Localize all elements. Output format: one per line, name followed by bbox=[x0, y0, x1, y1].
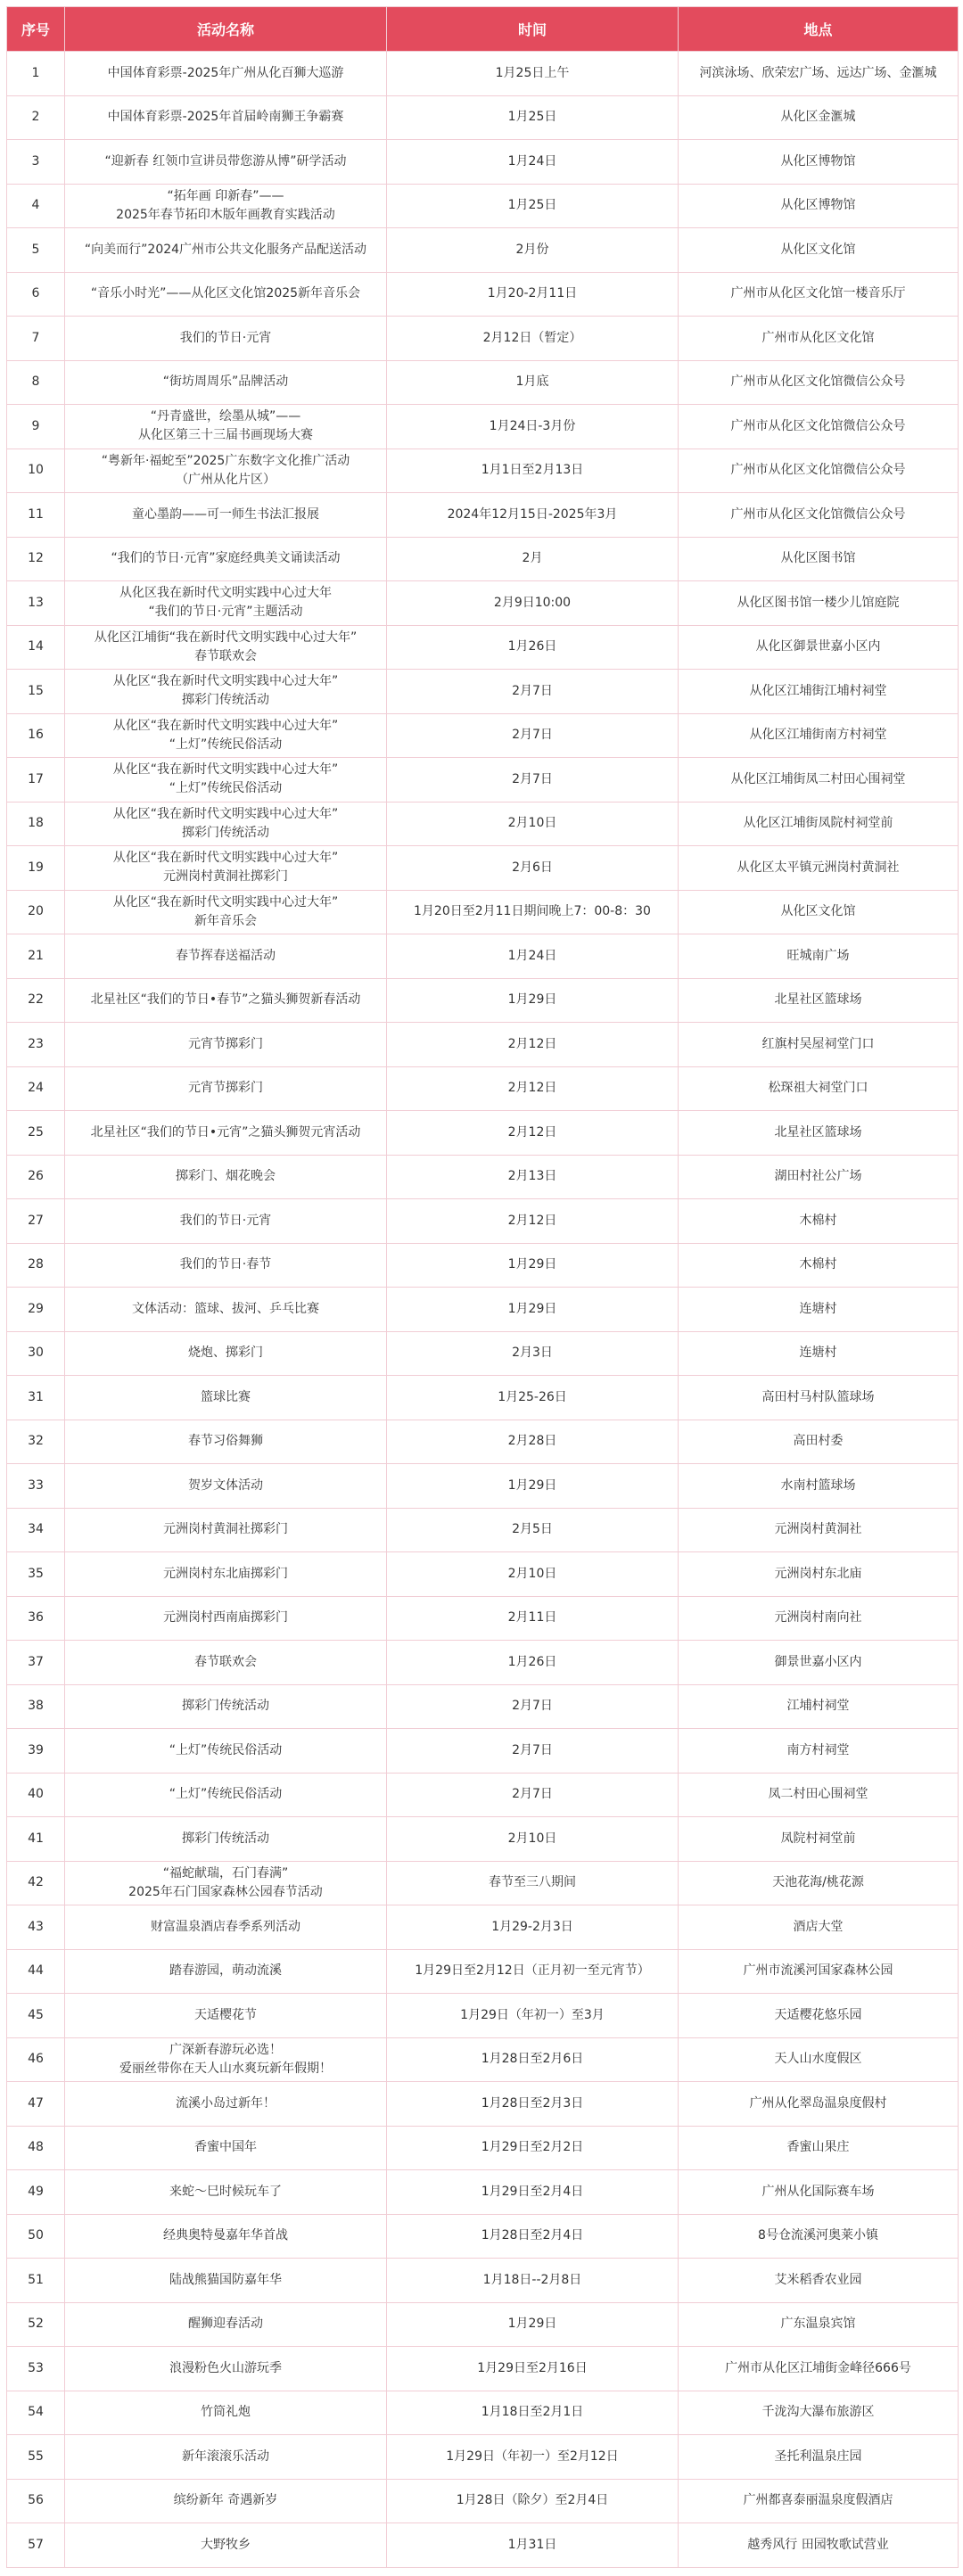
table-row bbox=[7, 2302, 959, 2347]
cell-location: 从化区文化馆 bbox=[679, 228, 959, 273]
cell-activity-name: 元洲岗村东北庙掷彩门 bbox=[65, 1552, 387, 1597]
cell-no: 40 bbox=[7, 1773, 65, 1817]
cell-time: 1月24日-3月份 bbox=[387, 405, 679, 449]
cell-activity-name: 从化区“我在新时代文明实践中心过大年” 掷彩门传统活动 bbox=[65, 802, 387, 846]
table-row bbox=[7, 1420, 959, 1464]
cell-time: 2月7日 bbox=[387, 713, 679, 758]
cell-activity-name: 从化区“我在新时代文明实践中心过大年” 掷彩门传统活动 bbox=[65, 670, 387, 714]
table-row bbox=[7, 670, 959, 714]
cell-location: 从化区江埔街凤二村田心围祠堂 bbox=[679, 758, 959, 802]
table-row bbox=[7, 2391, 959, 2435]
cell-location: 从化区江埔街凤院村祠堂前 bbox=[679, 802, 959, 846]
cell-location: 从化区文化馆 bbox=[679, 890, 959, 934]
table-body bbox=[7, 52, 959, 2568]
cell-time: 2月12日 bbox=[387, 1111, 679, 1156]
cell-activity-name: “迎新春 红领巾宣讲员带您游从博”研学活动 bbox=[65, 140, 387, 185]
cell-location: 元洲岗村东北庙 bbox=[679, 1552, 959, 1597]
cell-no: 6 bbox=[7, 272, 65, 317]
cell-location: 连塘村 bbox=[679, 1331, 959, 1376]
cell-location: 从化区博物馆 bbox=[679, 140, 959, 185]
cell-activity-name: 香蜜中国年 bbox=[65, 2126, 387, 2170]
cell-time: 1月1日至2月13日 bbox=[387, 449, 679, 493]
cell-no: 42 bbox=[7, 1861, 65, 1905]
cell-time: 2月份 bbox=[387, 228, 679, 273]
events-table bbox=[6, 6, 959, 2568]
cell-location: 松琛祖大祠堂门口 bbox=[679, 1066, 959, 1111]
cell-no: 45 bbox=[7, 1994, 65, 2038]
cell-activity-name: 天适樱花节 bbox=[65, 1994, 387, 2038]
cell-activity-name: “上灯”传统民俗活动 bbox=[65, 1729, 387, 1774]
cell-activity-name: 春节联欢会 bbox=[65, 1641, 387, 1685]
table-row bbox=[7, 493, 959, 538]
cell-activity-name: 财富温泉酒店春季系列活动 bbox=[65, 1905, 387, 1950]
cell-no: 3 bbox=[7, 140, 65, 185]
cell-time: 2月12日 bbox=[387, 1199, 679, 1244]
table-row bbox=[7, 1464, 959, 1509]
cell-activity-name: 陆战熊猫国防嘉年华 bbox=[65, 2259, 387, 2303]
cell-location: 广州市从化区文化馆微信公众号 bbox=[679, 405, 959, 449]
cell-location: 连塘村 bbox=[679, 1288, 959, 1332]
cell-activity-name: 元洲岗村黄洞社掷彩门 bbox=[65, 1508, 387, 1552]
cell-no: 32 bbox=[7, 1420, 65, 1464]
cell-time: 2月7日 bbox=[387, 758, 679, 802]
cell-time: 2月12日（暂定） bbox=[387, 317, 679, 361]
table-row bbox=[7, 978, 959, 1023]
table-row bbox=[7, 2259, 959, 2303]
table-row bbox=[7, 1331, 959, 1376]
cell-activity-name: 从化区“我在新时代文明实践中心过大年” 元洲岗村黄洞社掷彩门 bbox=[65, 846, 387, 891]
cell-time: 春节至三八期间 bbox=[387, 1861, 679, 1905]
cell-location: 从化区图书馆 bbox=[679, 537, 959, 581]
cell-activity-name: “上灯”传统民俗活动 bbox=[65, 1773, 387, 1817]
cell-activity-name: 烧炮、掷彩门 bbox=[65, 1331, 387, 1376]
cell-time: 1月29日至2月2日 bbox=[387, 2126, 679, 2170]
cell-no: 5 bbox=[7, 228, 65, 273]
table-row bbox=[7, 1199, 959, 1244]
table-row bbox=[7, 2170, 959, 2215]
table-row bbox=[7, 360, 959, 405]
table-row bbox=[7, 802, 959, 846]
cell-no: 25 bbox=[7, 1111, 65, 1156]
table-row bbox=[7, 1155, 959, 1199]
cell-activity-name: 元洲岗村西南庙掷彩门 bbox=[65, 1596, 387, 1641]
cell-location: 南方村祠堂 bbox=[679, 1729, 959, 1774]
cell-no: 24 bbox=[7, 1066, 65, 1111]
table-row bbox=[7, 1949, 959, 1994]
table-row bbox=[7, 95, 959, 140]
cell-activity-name: 我们的节日·春节 bbox=[65, 1243, 387, 1288]
cell-no: 18 bbox=[7, 802, 65, 846]
table-row bbox=[7, 1552, 959, 1597]
table-row bbox=[7, 1596, 959, 1641]
cell-time: 2月7日 bbox=[387, 670, 679, 714]
cell-no: 20 bbox=[7, 890, 65, 934]
table-row bbox=[7, 537, 959, 581]
cell-time: 2月12日 bbox=[387, 1023, 679, 1067]
cell-activity-name: 我们的节日·元宵 bbox=[65, 1199, 387, 1244]
cell-time: 2月7日 bbox=[387, 1773, 679, 1817]
table-row bbox=[7, 140, 959, 185]
cell-activity-name: 贺岁文体活动 bbox=[65, 1464, 387, 1509]
cell-activity-name: 缤纷新年 奇遇新岁 bbox=[65, 2479, 387, 2523]
cell-activity-name: 我们的节日·元宵 bbox=[65, 317, 387, 361]
cell-activity-name: 从化区“我在新时代文明实践中心过大年” “上灯”传统民俗活动 bbox=[65, 758, 387, 802]
cell-no: 43 bbox=[7, 1905, 65, 1950]
cell-no: 44 bbox=[7, 1949, 65, 1994]
table-row bbox=[7, 2347, 959, 2391]
cell-no: 56 bbox=[7, 2479, 65, 2523]
header-time: 时间 bbox=[387, 7, 679, 52]
cell-location: 从化区金滙城 bbox=[679, 95, 959, 140]
cell-location: 从化区太平镇元洲岗村黄洞社 bbox=[679, 846, 959, 891]
cell-no: 53 bbox=[7, 2347, 65, 2391]
cell-activity-name: 新年滚滚乐活动 bbox=[65, 2435, 387, 2480]
cell-location: 广州市从化区文化馆微信公众号 bbox=[679, 493, 959, 538]
cell-activity-name: “音乐小时光”——从化区文化馆2025新年音乐会 bbox=[65, 272, 387, 317]
cell-time: 1月29日至2月12日（正月初一至元宵节） bbox=[387, 1949, 679, 1994]
cell-no: 38 bbox=[7, 1684, 65, 1729]
cell-location: 高田村马村队篮球场 bbox=[679, 1376, 959, 1420]
cell-no: 27 bbox=[7, 1199, 65, 1244]
cell-location: 天池花海/桃花源 bbox=[679, 1861, 959, 1905]
cell-activity-name: 从化区“我在新时代文明实践中心过大年” 新年音乐会 bbox=[65, 890, 387, 934]
cell-location: 酒店大堂 bbox=[679, 1905, 959, 1950]
cell-location: 红旗村吴屋祠堂门口 bbox=[679, 1023, 959, 1067]
header-location: 地点 bbox=[679, 7, 959, 52]
cell-location: 元洲岗村黄洞社 bbox=[679, 1508, 959, 1552]
cell-time: 1月29日至2月4日 bbox=[387, 2170, 679, 2215]
table-row bbox=[7, 184, 959, 228]
table-row bbox=[7, 846, 959, 891]
cell-time: 1月20-2月11日 bbox=[387, 272, 679, 317]
cell-no: 54 bbox=[7, 2391, 65, 2435]
cell-no: 22 bbox=[7, 978, 65, 1023]
cell-location: 广州市从化区文化馆 bbox=[679, 317, 959, 361]
cell-activity-name: “街坊周周乐”品牌活动 bbox=[65, 360, 387, 405]
cell-activity-name: 大野牧乡 bbox=[65, 2523, 387, 2568]
cell-time: 2024年12月15日-2025年3月 bbox=[387, 493, 679, 538]
header-no: 序号 bbox=[7, 7, 65, 52]
table-row bbox=[7, 1641, 959, 1685]
cell-activity-name: “拓年画 印新春”—— 2025年春节拓印木版年画教育实践活动 bbox=[65, 184, 387, 228]
cell-activity-name: 踏春游园，萌动流溪 bbox=[65, 1949, 387, 1994]
cell-time: 2月28日 bbox=[387, 1420, 679, 1464]
cell-time: 1月28日至2月3日 bbox=[387, 2082, 679, 2127]
cell-no: 48 bbox=[7, 2126, 65, 2170]
cell-no: 17 bbox=[7, 758, 65, 802]
cell-location: 香蜜山果庄 bbox=[679, 2126, 959, 2170]
cell-no: 34 bbox=[7, 1508, 65, 1552]
table-row bbox=[7, 1111, 959, 1156]
cell-no: 57 bbox=[7, 2523, 65, 2568]
cell-no: 55 bbox=[7, 2435, 65, 2480]
cell-activity-name: 醒狮迎春活动 bbox=[65, 2302, 387, 2347]
table-row bbox=[7, 1508, 959, 1552]
cell-time: 1月29日 bbox=[387, 978, 679, 1023]
cell-location: 河滨泳场、欣荣宏广场、远达广场、金滙城 bbox=[679, 52, 959, 96]
cell-activity-name: “福蛇献瑞，石门春满” 2025年石门国家森林公园春节活动 bbox=[65, 1861, 387, 1905]
cell-location: 旺城南广场 bbox=[679, 934, 959, 979]
table-row bbox=[7, 2082, 959, 2127]
cell-activity-name: 掷彩门传统活动 bbox=[65, 1684, 387, 1729]
cell-no: 37 bbox=[7, 1641, 65, 1685]
table-row bbox=[7, 2435, 959, 2480]
cell-no: 29 bbox=[7, 1288, 65, 1332]
cell-time: 1月29日（年初一）至3月 bbox=[387, 1994, 679, 2038]
cell-location: 御景世嘉小区内 bbox=[679, 1641, 959, 1685]
cell-location: 从化区御景世嘉小区内 bbox=[679, 625, 959, 670]
cell-no: 36 bbox=[7, 1596, 65, 1641]
cell-no: 31 bbox=[7, 1376, 65, 1420]
cell-location: 水南村篮球场 bbox=[679, 1464, 959, 1509]
cell-no: 28 bbox=[7, 1243, 65, 1288]
cell-location: 从化区图书馆一楼少儿馆庭院 bbox=[679, 581, 959, 626]
table-row bbox=[7, 2214, 959, 2259]
cell-activity-name: 中国体育彩票-2025年广州从化百狮大巡游 bbox=[65, 52, 387, 96]
cell-time: 2月3日 bbox=[387, 1331, 679, 1376]
cell-no: 33 bbox=[7, 1464, 65, 1509]
cell-time: 1月29日 bbox=[387, 1288, 679, 1332]
cell-location: 广州市从化区文化馆微信公众号 bbox=[679, 449, 959, 493]
cell-time: 1月26日 bbox=[387, 1641, 679, 1685]
cell-location: 江埔村祠堂 bbox=[679, 1684, 959, 1729]
cell-no: 30 bbox=[7, 1331, 65, 1376]
cell-location: 越秀风行 田园牧歌试营业 bbox=[679, 2523, 959, 2568]
cell-no: 7 bbox=[7, 317, 65, 361]
table-row bbox=[7, 1023, 959, 1067]
cell-no: 39 bbox=[7, 1729, 65, 1774]
cell-time: 1月29日 bbox=[387, 1464, 679, 1509]
cell-time: 1月25日 bbox=[387, 95, 679, 140]
table-row bbox=[7, 317, 959, 361]
cell-no: 50 bbox=[7, 2214, 65, 2259]
cell-no: 52 bbox=[7, 2302, 65, 2347]
cell-location: 艾米稻香农业园 bbox=[679, 2259, 959, 2303]
table-row bbox=[7, 2037, 959, 2082]
cell-time: 1月29-2月3日 bbox=[387, 1905, 679, 1950]
cell-location: 8号仓流溪河奥莱小镇 bbox=[679, 2214, 959, 2259]
table-row bbox=[7, 405, 959, 449]
cell-no: 26 bbox=[7, 1155, 65, 1199]
cell-no: 21 bbox=[7, 934, 65, 979]
cell-activity-name: 童心墨韵——可一师生书法汇报展 bbox=[65, 493, 387, 538]
cell-activity-name: “向美而行”2024广州市公共文化服务产品配送活动 bbox=[65, 228, 387, 273]
cell-location: 湖田村社公广场 bbox=[679, 1155, 959, 1199]
cell-activity-name: 春节习俗舞狮 bbox=[65, 1420, 387, 1464]
cell-activity-name: 文体活动：篮球、拔河、乒乓比赛 bbox=[65, 1288, 387, 1332]
cell-activity-name: 掷彩门、烟花晚会 bbox=[65, 1155, 387, 1199]
cell-no: 19 bbox=[7, 846, 65, 891]
cell-time: 1月28日（除夕）至2月4日 bbox=[387, 2479, 679, 2523]
cell-no: 35 bbox=[7, 1552, 65, 1597]
cell-no: 8 bbox=[7, 360, 65, 405]
cell-no: 13 bbox=[7, 581, 65, 626]
cell-activity-name: 来蛇～巳时候玩车了 bbox=[65, 2170, 387, 2215]
cell-time: 2月6日 bbox=[387, 846, 679, 891]
table-row bbox=[7, 934, 959, 979]
cell-location: 元洲岗村南向社 bbox=[679, 1596, 959, 1641]
cell-location: 千泷沟大瀑布旅游区 bbox=[679, 2391, 959, 2435]
cell-time: 1月26日 bbox=[387, 625, 679, 670]
cell-location: 从化区江埔街南方村祠堂 bbox=[679, 713, 959, 758]
cell-location: 广州市从化区江埔街金峰径666号 bbox=[679, 2347, 959, 2391]
cell-no: 9 bbox=[7, 405, 65, 449]
cell-no: 12 bbox=[7, 537, 65, 581]
cell-time: 1月25-26日 bbox=[387, 1376, 679, 1420]
header-activity-name: 活动名称 bbox=[65, 7, 387, 52]
cell-time: 2月10日 bbox=[387, 1552, 679, 1597]
cell-activity-name: 北星社区“我们的节日•春节”之猫头狮贺新春活动 bbox=[65, 978, 387, 1023]
cell-activity-name: 从化区江埔街“我在新时代文明实践中心过大年” 春节联欢会 bbox=[65, 625, 387, 670]
table-row bbox=[7, 2523, 959, 2568]
cell-activity-name: 元宵节掷彩门 bbox=[65, 1066, 387, 1111]
cell-time: 2月9日10:00 bbox=[387, 581, 679, 626]
table-row bbox=[7, 52, 959, 96]
cell-location: 天适樱花悠乐园 bbox=[679, 1994, 959, 2038]
cell-time: 1月20日至2月11日期间晚上7：00-8：30 bbox=[387, 890, 679, 934]
cell-time: 2月 bbox=[387, 537, 679, 581]
table-row bbox=[7, 1066, 959, 1111]
cell-location: 凤二村田心围祠堂 bbox=[679, 1773, 959, 1817]
cell-no: 4 bbox=[7, 184, 65, 228]
cell-time: 1月29日（年初一）至2月12日 bbox=[387, 2435, 679, 2480]
cell-no: 2 bbox=[7, 95, 65, 140]
cell-time: 2月5日 bbox=[387, 1508, 679, 1552]
cell-no: 14 bbox=[7, 625, 65, 670]
cell-location: 广州市从化区文化馆微信公众号 bbox=[679, 360, 959, 405]
cell-time: 1月25日 bbox=[387, 184, 679, 228]
cell-location: 北星社区篮球场 bbox=[679, 1111, 959, 1156]
cell-location: 广州从化翠岛温泉度假村 bbox=[679, 2082, 959, 2127]
cell-location: 凤院村祠堂前 bbox=[679, 1817, 959, 1862]
cell-time: 1月24日 bbox=[387, 934, 679, 979]
cell-location: 广州市从化区文化馆一楼音乐厅 bbox=[679, 272, 959, 317]
cell-location: 广州从化国际赛车场 bbox=[679, 2170, 959, 2215]
cell-time: 2月11日 bbox=[387, 1596, 679, 1641]
cell-time: 1月31日 bbox=[387, 2523, 679, 2568]
cell-no: 16 bbox=[7, 713, 65, 758]
cell-time: 1月29日 bbox=[387, 1243, 679, 1288]
cell-time: 1月28日至2月4日 bbox=[387, 2214, 679, 2259]
cell-no: 46 bbox=[7, 2037, 65, 2082]
cell-no: 23 bbox=[7, 1023, 65, 1067]
table-row bbox=[7, 581, 959, 626]
table-row bbox=[7, 1773, 959, 1817]
cell-activity-name: 元宵节掷彩门 bbox=[65, 1023, 387, 1067]
table-row bbox=[7, 1994, 959, 2038]
table-row bbox=[7, 1288, 959, 1332]
cell-location: 木棉村 bbox=[679, 1199, 959, 1244]
cell-time: 1月28日至2月6日 bbox=[387, 2037, 679, 2082]
cell-no: 41 bbox=[7, 1817, 65, 1862]
cell-activity-name: 广深新春游玩必选！ 爱丽丝带你在天人山水爽玩新年假期！ bbox=[65, 2037, 387, 2082]
cell-activity-name: 竹筒礼炮 bbox=[65, 2391, 387, 2435]
table-row bbox=[7, 1243, 959, 1288]
cell-activity-name: 流溪小岛过新年！ bbox=[65, 2082, 387, 2127]
table-row bbox=[7, 2479, 959, 2523]
cell-time: 2月13日 bbox=[387, 1155, 679, 1199]
cell-activity-name: 浪漫粉色火山游玩季 bbox=[65, 2347, 387, 2391]
table-row bbox=[7, 449, 959, 493]
cell-time: 2月10日 bbox=[387, 802, 679, 846]
cell-no: 51 bbox=[7, 2259, 65, 2303]
table-row bbox=[7, 625, 959, 670]
cell-activity-name: 中国体育彩票-2025年首届岭南狮王争霸赛 bbox=[65, 95, 387, 140]
table-row bbox=[7, 228, 959, 273]
table-header-row bbox=[7, 7, 959, 52]
cell-no: 15 bbox=[7, 670, 65, 714]
table-row bbox=[7, 890, 959, 934]
cell-time: 1月18日至2月1日 bbox=[387, 2391, 679, 2435]
cell-activity-name: 经典奥特曼嘉年华首战 bbox=[65, 2214, 387, 2259]
cell-location: 圣托利温泉庄园 bbox=[679, 2435, 959, 2480]
cell-no: 11 bbox=[7, 493, 65, 538]
cell-activity-name: “丹青盛世，绘墨从城”—— 从化区第三十三届书画现场大赛 bbox=[65, 405, 387, 449]
table-row bbox=[7, 1376, 959, 1420]
cell-activity-name: 从化区我在新时代文明实践中心过大年 “我们的节日·元宵”主题活动 bbox=[65, 581, 387, 626]
cell-activity-name: “我们的节日·元宵”家庭经典美文诵读活动 bbox=[65, 537, 387, 581]
table-row bbox=[7, 758, 959, 802]
table-row bbox=[7, 2126, 959, 2170]
cell-time: 1月29日 bbox=[387, 2302, 679, 2347]
cell-no: 10 bbox=[7, 449, 65, 493]
cell-no: 47 bbox=[7, 2082, 65, 2127]
cell-time: 1月18日--2月8日 bbox=[387, 2259, 679, 2303]
cell-location: 高田村委 bbox=[679, 1420, 959, 1464]
cell-activity-name: “粤新年·福蛇至”2025广东数字文化推广活动 （广州从化片区） bbox=[65, 449, 387, 493]
cell-time: 2月7日 bbox=[387, 1729, 679, 1774]
cell-time: 1月底 bbox=[387, 360, 679, 405]
cell-location: 天人山水度假区 bbox=[679, 2037, 959, 2082]
cell-time: 2月12日 bbox=[387, 1066, 679, 1111]
cell-no: 49 bbox=[7, 2170, 65, 2215]
cell-location: 广州都喜泰丽温泉度假酒店 bbox=[679, 2479, 959, 2523]
table-row bbox=[7, 1684, 959, 1729]
cell-time: 1月24日 bbox=[387, 140, 679, 185]
cell-location: 木棉村 bbox=[679, 1243, 959, 1288]
cell-activity-name: 北星社区“我们的节日•元宵”之猫头狮贺元宵活动 bbox=[65, 1111, 387, 1156]
cell-location: 北星社区篮球场 bbox=[679, 978, 959, 1023]
table-row bbox=[7, 1905, 959, 1950]
cell-location: 广东温泉宾馆 bbox=[679, 2302, 959, 2347]
cell-time: 2月7日 bbox=[387, 1684, 679, 1729]
cell-time: 1月29日至2月16日 bbox=[387, 2347, 679, 2391]
cell-time: 1月25日上午 bbox=[387, 52, 679, 96]
cell-activity-name: 掷彩门传统活动 bbox=[65, 1817, 387, 1862]
cell-time: 2月10日 bbox=[387, 1817, 679, 1862]
cell-location: 从化区江埔街江埔村祠堂 bbox=[679, 670, 959, 714]
cell-location: 从化区博物馆 bbox=[679, 184, 959, 228]
cell-activity-name: 篮球比赛 bbox=[65, 1376, 387, 1420]
table-row bbox=[7, 1729, 959, 1774]
table-row bbox=[7, 713, 959, 758]
table-row bbox=[7, 1861, 959, 1905]
table-row bbox=[7, 272, 959, 317]
cell-no: 1 bbox=[7, 52, 65, 96]
cell-location: 广州市流溪河国家森林公园 bbox=[679, 1949, 959, 1994]
table-row bbox=[7, 1817, 959, 1862]
cell-activity-name: 从化区“我在新时代文明实践中心过大年” “上灯”传统民俗活动 bbox=[65, 713, 387, 758]
cell-activity-name: 春节挥春送福活动 bbox=[65, 934, 387, 979]
